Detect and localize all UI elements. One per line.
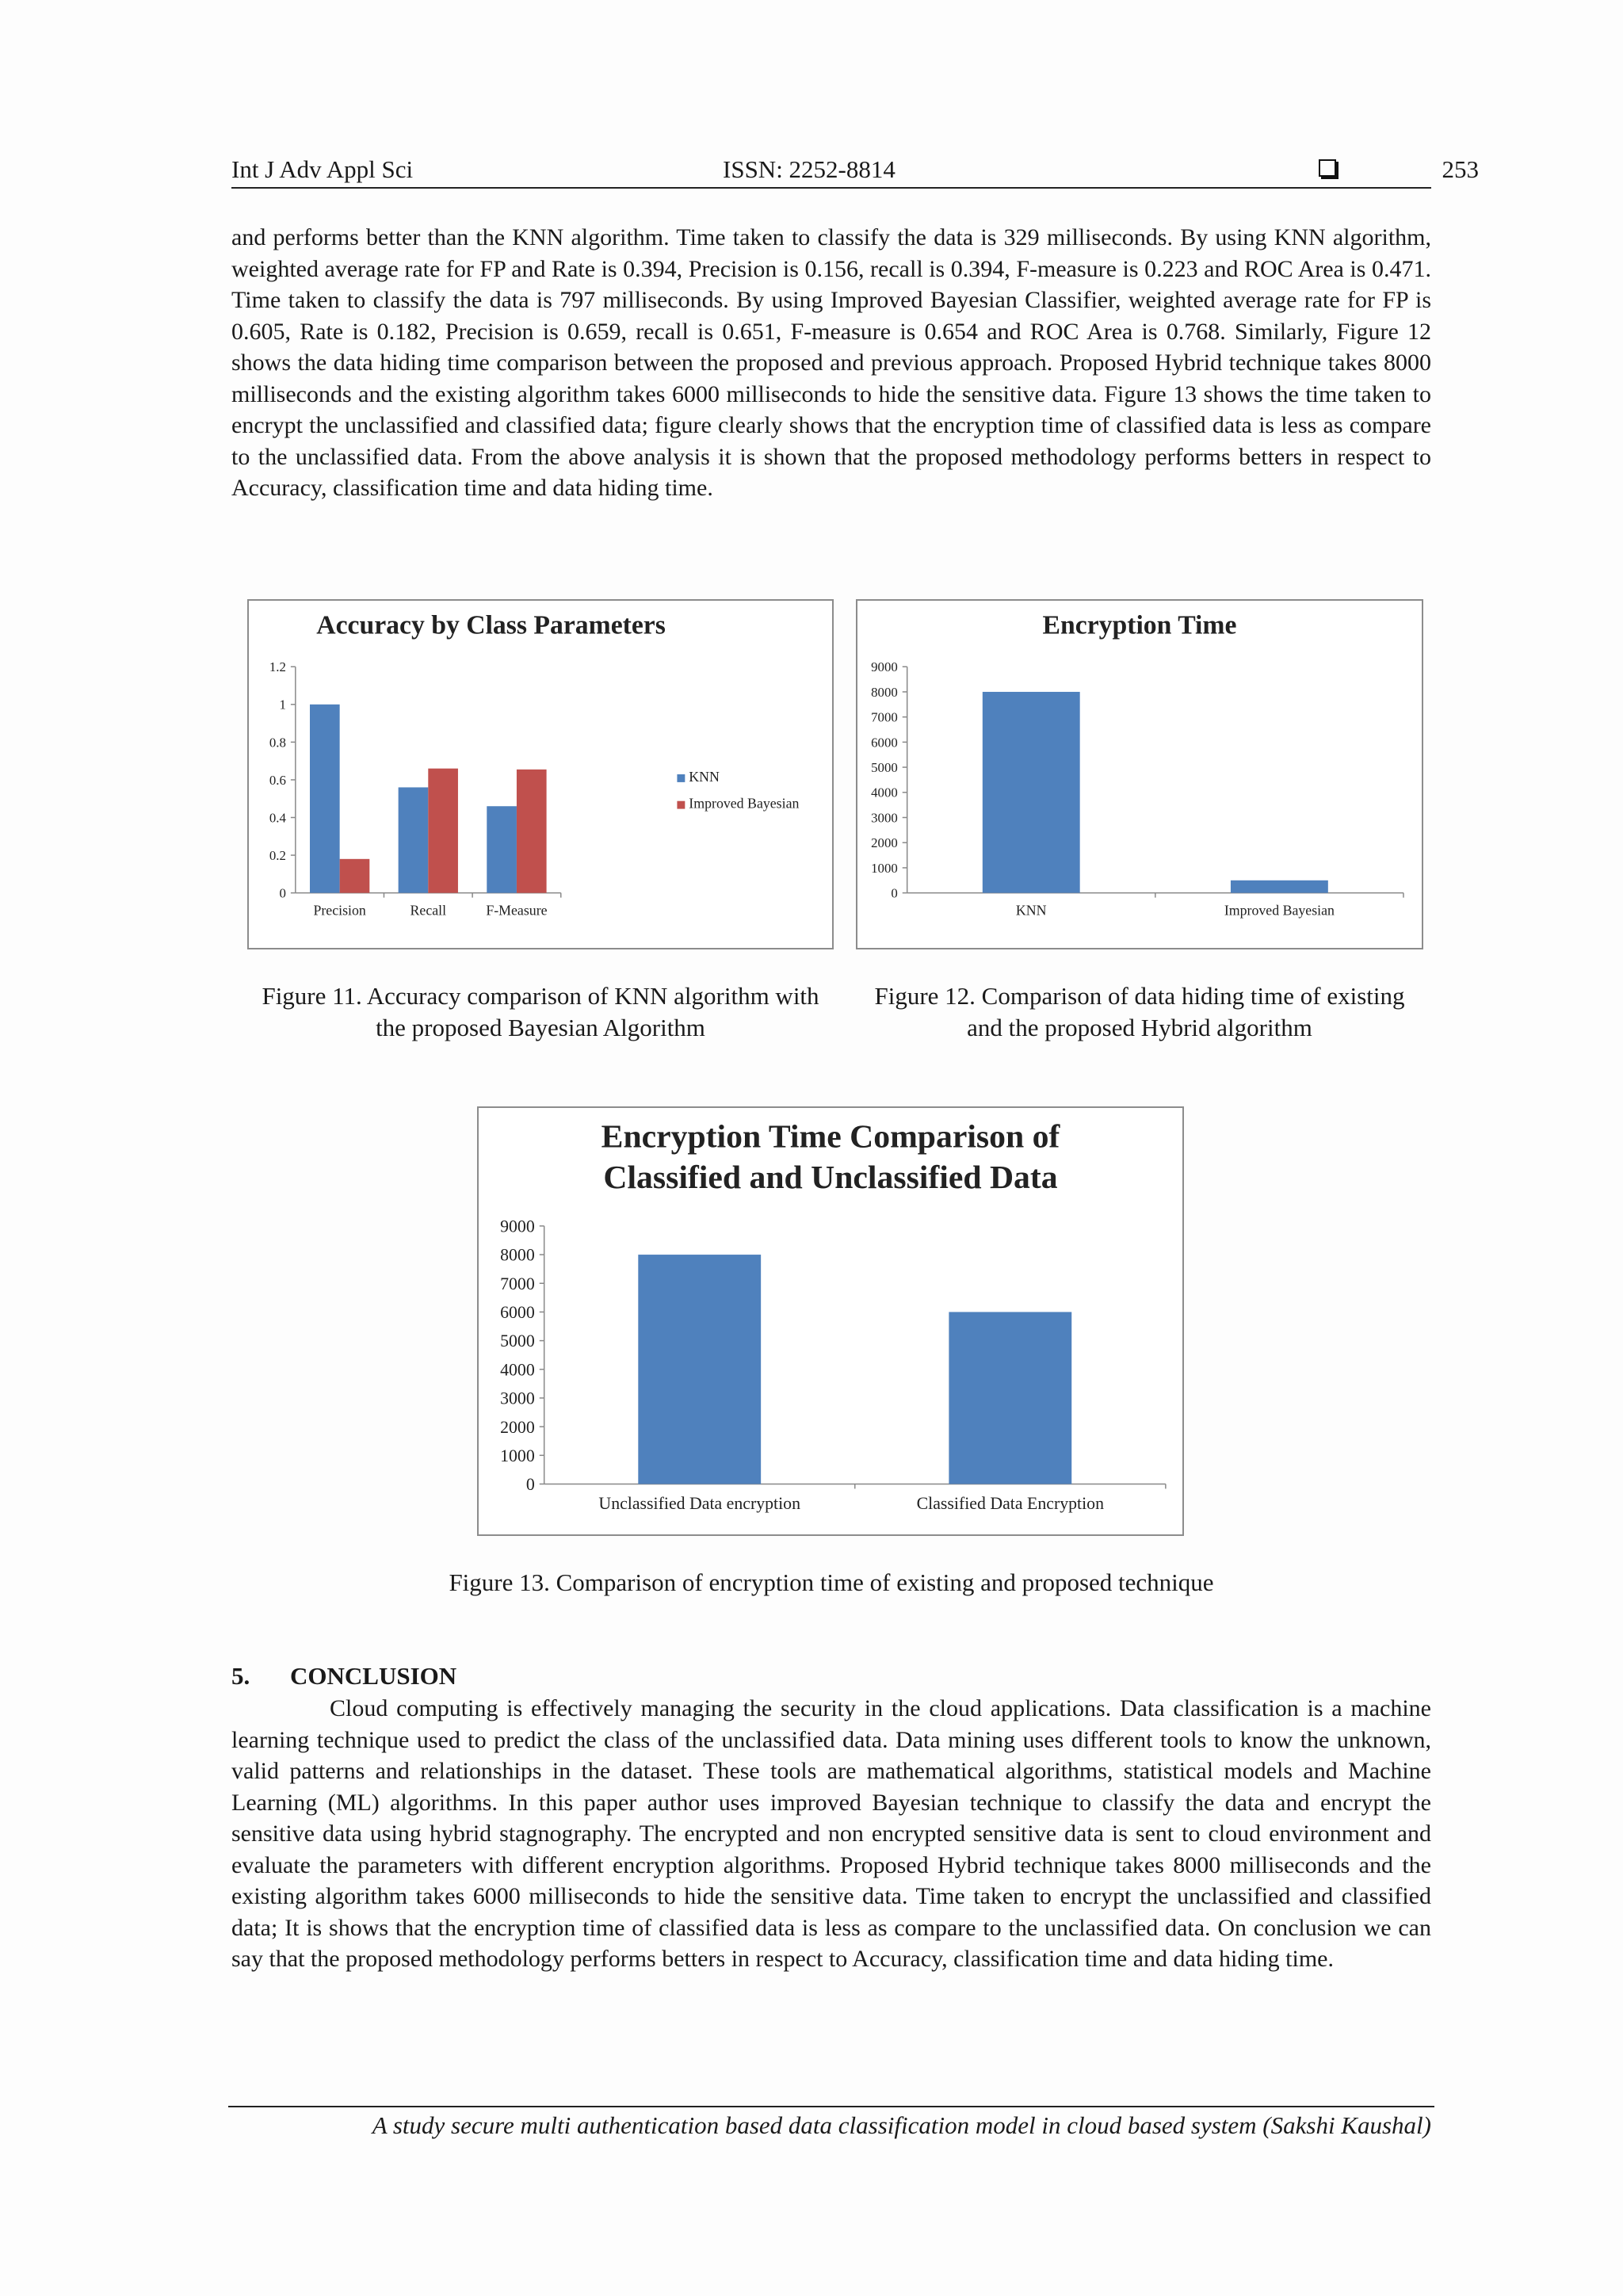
chart-title: Encryption Time	[1042, 610, 1237, 640]
y-tick-label: 5000	[871, 759, 898, 775]
footer-rule	[228, 2106, 1434, 2107]
checkbox-square-icon	[1319, 159, 1336, 177]
chart-title: Accuracy by Class Parameters	[316, 610, 666, 640]
bar-series-classified-data-encryption	[949, 1312, 1071, 1484]
x-category-label: Improved Bayesian	[1224, 902, 1335, 919]
journal-name: Int J Adv Appl Sci	[231, 155, 414, 183]
y-tick-label: 0	[525, 1475, 535, 1495]
y-tick-label: 1000	[871, 860, 898, 876]
chart-title: Encryption Time Comparison of	[601, 1118, 1060, 1156]
page-number: 253	[1442, 155, 1479, 183]
y-tick-label: 9000	[500, 1217, 535, 1236]
page-footer: A study secure multi authentication based data classification model in cloud based system (Sakshi Kaushal)	[372, 2111, 1431, 2139]
y-tick-label: 1000	[500, 1446, 535, 1465]
bar-series-improved-bayesian	[1231, 881, 1328, 893]
legend-swatch	[677, 801, 685, 809]
bar-knn-f-measure	[487, 806, 517, 892]
x-category-label: Unclassified Data encryption	[598, 1494, 801, 1514]
y-tick-label: 5000	[500, 1331, 535, 1351]
bar-knn-recall	[399, 787, 429, 892]
y-tick-label: 7000	[500, 1274, 535, 1293]
section-number: 5.	[231, 1662, 250, 1690]
conclusion-paragraph: Cloud computing is effectively managing the security in the cloud applications. Data classification is a machine learning technique used to predict the class of the unclassified data. Data mining uses different tools to know the unknown, valid patterns and relationships in the dataset. These tools are mathematical algorithms, statistical models and Machine Learning (ML) algorithms. In this paper author uses improved Bayesian technique to classify the data and encrypt the sensitive data using hybrid stagnography. The encrypted and non encrypted sensitive data is sent to cloud environment and evaluate the parameters with different encryption algorithms. Proposed Hybrid technique takes 8000 milliseconds and the existing algorithm takes 6000 milliseconds to hide the sensitive data. Time taken to encrypt the unclassified and classified data; It is shows that the encryption time of classified data is less as compare to the unclassified data. On conclusion we can say that the proposed methodology performs betters in respect to Accuracy, classification time and data hiding time.	[231, 1695, 1431, 1972]
y-tick-label: 3000	[871, 810, 898, 826]
y-tick-label: 4000	[871, 785, 898, 800]
figure-12-caption: Figure 12. Comparison of data hiding time of existing and the proposed Hybrid algorithm	[874, 982, 1405, 1041]
x-category-label: Classified Data Encryption	[916, 1494, 1105, 1514]
bar-improved-bayesian-recall	[428, 769, 458, 893]
y-tick-label: 3000	[500, 1389, 535, 1408]
figure-12-chart	[856, 599, 1423, 949]
figure-11-caption: Figure 11. Accuracy comparison of KNN algorithm with the proposed Bayesian Algorithm	[262, 982, 819, 1041]
y-tick-label: 8000	[871, 684, 898, 700]
legend-label: KNN	[689, 768, 720, 785]
section-title: CONCLUSION	[290, 1662, 457, 1690]
bar-series-knn	[983, 692, 1080, 893]
figure-11-chart	[247, 599, 834, 949]
y-tick-label: 2000	[500, 1417, 535, 1437]
y-tick-label: 6000	[871, 735, 898, 751]
legend-swatch	[677, 774, 685, 782]
y-tick-label: 4000	[500, 1360, 535, 1380]
y-tick-label: 0.4	[269, 810, 286, 826]
page-header	[231, 155, 1479, 189]
figure-13-caption: Figure 13. Comparison of encryption time of existing and proposed technique	[449, 1568, 1214, 1596]
y-tick-label: 7000	[871, 709, 898, 725]
bar-knn-precision	[310, 705, 340, 893]
legend-label: Improved Bayesian	[689, 795, 800, 812]
y-tick-label: 0.8	[269, 735, 286, 751]
x-category-label: Precision	[313, 902, 366, 919]
y-tick-label: 9000	[871, 659, 898, 675]
figure-11-svg	[249, 601, 832, 948]
section-heading	[231, 1662, 456, 1690]
y-tick-label: 8000	[500, 1245, 535, 1265]
issn: ISSN: 2252-8814	[723, 155, 896, 183]
figure-12-svg	[857, 601, 1422, 948]
bar-improved-bayesian-precision	[340, 859, 370, 893]
y-tick-label: 6000	[500, 1303, 535, 1323]
figure-13-svg	[479, 1108, 1182, 1534]
y-tick-label: 1	[279, 697, 286, 712]
chart-title: Classified and Unclassified Data	[603, 1159, 1058, 1197]
figure-13-chart	[477, 1106, 1184, 1536]
y-tick-label: 2000	[871, 835, 898, 851]
x-category-label: Recall	[410, 902, 447, 919]
y-tick-label: 0.2	[269, 847, 286, 863]
bar-improved-bayesian-f-measure	[517, 770, 547, 893]
y-tick-label: 1.2	[269, 659, 286, 675]
body-paragraph-1: and performs better than the KNN algorithm. Time taken to classify the data is 329 milliseconds. By using KNN algorithm, weighted average rate for FP and Rate is 0.394, Precision is 0.156, recall is 0.394, F-measure is 0.223 and ROC Area is 0.471. Time taken to classify the data is 797 milliseconds. By using Improved Bayesian Classifier, weighted average rate for FP is 0.605, Rate is 0.182, Precision is 0.659, recall is 0.651, F-measure is 0.654 and ROC Area is 0.768. Similarly, Figure 12 shows the data hiding time comparison between the proposed and previous approach. Proposed Hybrid technique takes 8000 milliseconds and the existing algorithm takes 6000 milliseconds to hide the sensitive data. Figure 13 shows the time taken to encrypt the unclassified and classified data; figure clearly shows that the encryption time of classified data is less as compare to the unclassified data. From the above analysis it is shown that the proposed methodology performs betters in respect to Accuracy, classification time and data hiding time.	[231, 224, 1431, 501]
bar-series-unclassified-data-encryption	[638, 1255, 761, 1484]
y-tick-label: 0	[891, 885, 898, 901]
x-category-label: KNN	[1015, 902, 1047, 919]
y-tick-label: 0.6	[269, 772, 286, 788]
x-category-label: F-Measure	[486, 902, 548, 919]
y-tick-label: 0	[279, 885, 286, 901]
